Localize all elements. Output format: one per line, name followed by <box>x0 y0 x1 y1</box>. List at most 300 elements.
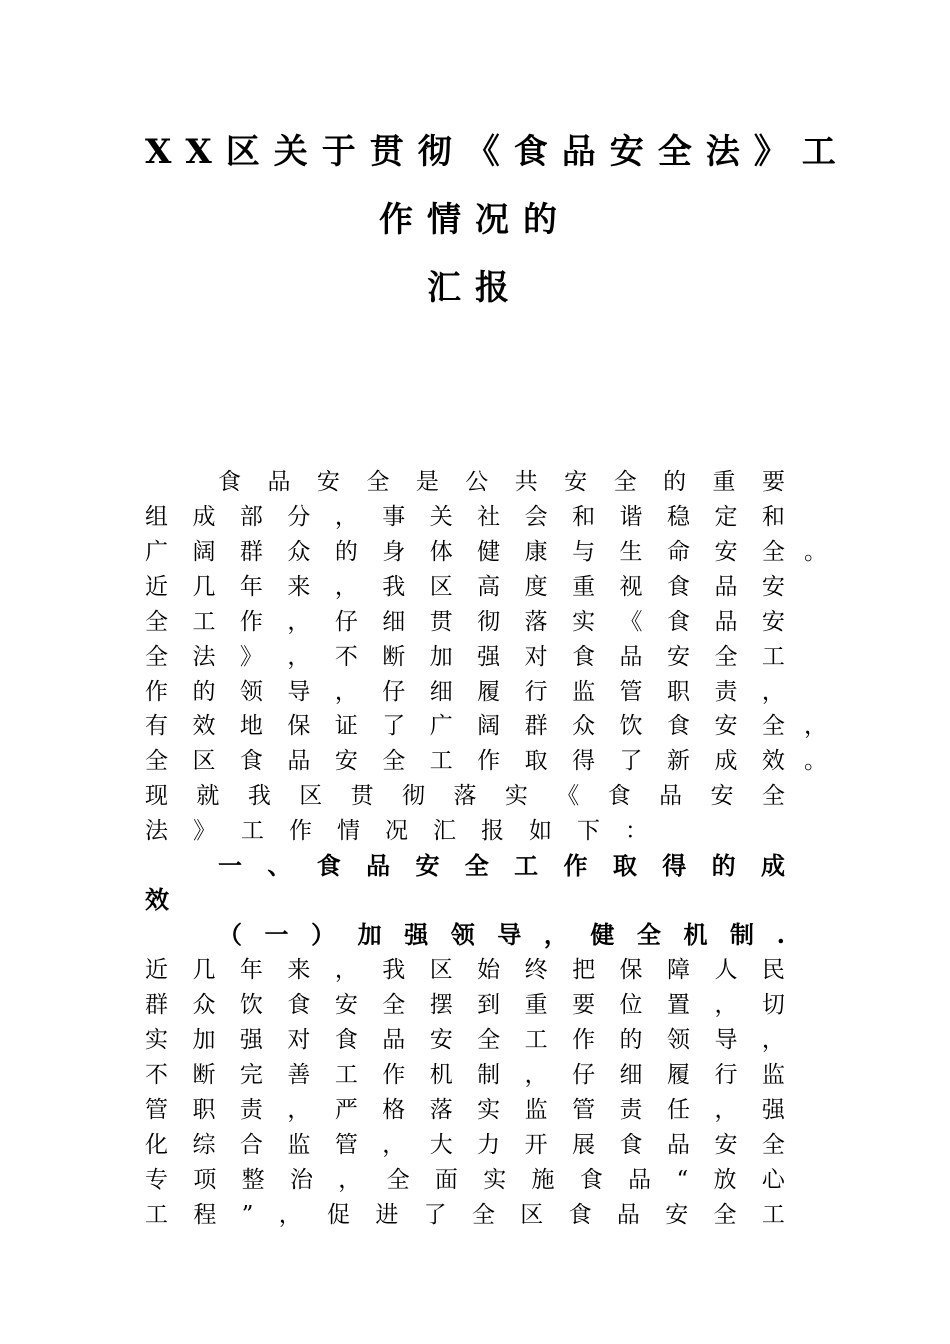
body-char: 的 <box>334 539 358 565</box>
body-char: 食 <box>579 1167 603 1193</box>
body-char: 广 <box>429 713 453 739</box>
body-char: 行 <box>714 1062 738 1088</box>
body-char: 工 <box>524 1027 548 1053</box>
body-char: 力 <box>477 1132 501 1158</box>
body-char: 强 <box>239 1027 263 1053</box>
body-char: 一 <box>218 851 242 880</box>
body-char: 品 <box>666 1132 690 1158</box>
body-char: 管 <box>334 1132 358 1158</box>
body-char: 全 <box>613 469 637 495</box>
body-char: ， <box>334 574 358 600</box>
body-char: 全 <box>761 1132 785 1158</box>
body-char: 工 <box>514 851 539 880</box>
body-char: 品 <box>267 469 291 495</box>
body-char: 责 <box>714 679 738 705</box>
body-char: 不 <box>334 644 358 670</box>
body-char: . <box>776 920 785 949</box>
body-char: 安 <box>710 783 734 809</box>
body-char: 品 <box>714 609 738 635</box>
body-char: 健 <box>590 920 615 949</box>
body-char: 治 <box>289 1167 313 1193</box>
body-char: 置 <box>666 992 690 1018</box>
body-char: 《 <box>619 609 643 635</box>
body-char: 重 <box>572 574 596 600</box>
body-char: 广 <box>145 539 168 565</box>
body-char: 和 <box>761 504 785 530</box>
body-char: 断 <box>192 1062 216 1088</box>
body-char: 年 <box>239 574 263 600</box>
body-char: 我 <box>382 574 406 600</box>
body-char: 实 <box>504 783 528 809</box>
body-char: 新 <box>666 748 690 774</box>
body-char: 责 <box>619 1097 643 1123</box>
body-char: 生 <box>619 539 643 565</box>
body-char: 的 <box>663 469 687 495</box>
body-char: 安 <box>761 574 785 600</box>
body-line <box>218 920 785 950</box>
body-char: 心 <box>761 1167 785 1193</box>
body-char: 几 <box>192 957 216 983</box>
body-char: 彻 <box>402 783 426 809</box>
body-char: 全 <box>145 644 168 670</box>
body-line <box>145 781 785 811</box>
body-line <box>145 607 785 637</box>
body-line <box>145 746 785 776</box>
body-char: 食 <box>239 748 263 774</box>
body-char: 事 <box>382 504 406 530</box>
body-char: 工 <box>241 818 264 844</box>
body-char: 化 <box>145 1132 168 1158</box>
body-char: 领 <box>450 920 475 949</box>
body-char: 实 <box>572 609 596 635</box>
body-char: 阔 <box>477 713 501 739</box>
title-line-2: 作情况的 <box>379 200 571 240</box>
body-char: 品 <box>382 1027 406 1053</box>
body-char: ， <box>382 1132 406 1158</box>
body-line <box>218 467 785 497</box>
body-char: 地 <box>239 713 263 739</box>
body-char: 切 <box>761 992 785 1018</box>
body-char: 全 <box>382 992 406 1018</box>
body-char: 食 <box>607 783 631 809</box>
body-char: 品 <box>366 851 391 880</box>
body-char: 完 <box>239 1062 263 1088</box>
body-char: 到 <box>477 992 501 1018</box>
body-char: 对 <box>524 644 548 670</box>
body-line <box>145 711 785 741</box>
body-char: 了 <box>423 1202 447 1228</box>
body-char: 汇 <box>433 818 456 844</box>
body-char: 饮 <box>239 992 263 1018</box>
body-char: 组 <box>145 504 168 530</box>
body-line <box>145 1095 785 1125</box>
body-char: 成 <box>192 504 216 530</box>
body-char: 我 <box>382 957 406 983</box>
body-char: 断 <box>382 644 406 670</box>
body-char: 公 <box>465 469 489 495</box>
body-char: 工 <box>761 1202 785 1228</box>
body-char: 度 <box>524 574 548 600</box>
body-char: 群 <box>239 539 263 565</box>
body-char: 实 <box>477 1097 501 1123</box>
body-char: 机 <box>683 920 708 949</box>
body-char: 了 <box>382 713 406 739</box>
body-char: 安 <box>714 1132 738 1158</box>
body-char: 就 <box>196 783 220 809</box>
body-char: 善 <box>287 1062 311 1088</box>
body-char: 仔 <box>382 679 406 705</box>
body-char: 成 <box>760 851 785 880</box>
body-char: 始 <box>477 957 501 983</box>
body-char: 严 <box>334 1097 358 1123</box>
body-char: 全 <box>761 783 785 809</box>
body-char: 全 <box>145 748 168 774</box>
body-char: 会 <box>524 504 548 530</box>
body-char: 全 <box>713 1202 737 1228</box>
body-char: 取 <box>612 851 637 880</box>
body-char: 群 <box>524 713 548 739</box>
body-char: 行 <box>524 679 548 705</box>
body-char: 开 <box>524 1132 548 1158</box>
body-char: 稳 <box>666 504 690 530</box>
body-char: 、 <box>267 851 292 880</box>
body-char: 工 <box>334 1062 358 1088</box>
body-char: 有 <box>145 713 168 739</box>
body-char: 》 <box>239 644 263 670</box>
body-char: 共 <box>514 469 538 495</box>
body-char: 品 <box>287 748 311 774</box>
body-char: 项 <box>193 1167 217 1193</box>
body-char: 安 <box>334 992 358 1018</box>
body-char: 年 <box>239 957 263 983</box>
body-char: 作 <box>572 1027 596 1053</box>
body-char: 全 <box>636 920 661 949</box>
body-char: 细 <box>429 679 453 705</box>
body-char: 工 <box>145 1202 168 1228</box>
body-char: 全 <box>464 851 489 880</box>
body-char: ， <box>761 679 785 705</box>
body-char: 效 <box>192 713 216 739</box>
body-char: “ <box>676 1167 689 1193</box>
body-char: 食 <box>334 1027 358 1053</box>
body-char: 导 <box>714 1027 738 1053</box>
body-char: 的 <box>192 679 216 705</box>
body-char: 众 <box>572 713 596 739</box>
body-char: 群 <box>145 992 168 1018</box>
body-char: 任 <box>666 1097 690 1123</box>
body-char: ， <box>287 1097 311 1123</box>
body-char: 不 <box>145 1062 168 1088</box>
body-char: 位 <box>619 992 643 1018</box>
body-char: ， <box>714 1097 738 1123</box>
body-line <box>145 1060 785 1090</box>
body-char: 食 <box>568 1202 592 1228</box>
body-char: 导 <box>287 679 311 705</box>
body-char: 安 <box>564 469 588 495</box>
body-char: 监 <box>761 1062 785 1088</box>
body-char: ， <box>761 1027 785 1053</box>
body-char: 监 <box>524 1097 548 1123</box>
body-char: 工 <box>761 644 785 670</box>
body-char: ， <box>543 920 568 949</box>
body-char: 康 <box>524 539 548 565</box>
body-char: 监 <box>572 679 596 705</box>
body-char: 近 <box>145 574 168 600</box>
body-char: 食 <box>666 574 690 600</box>
body-char: 监 <box>287 1132 311 1158</box>
body-char: 《 <box>556 783 580 809</box>
body-char: 导 <box>497 920 522 949</box>
body-char: 区 <box>520 1202 544 1228</box>
body-char: 加 <box>429 644 453 670</box>
title-line-1: XX区关于贯彻《食品安全法》工 <box>145 132 850 172</box>
body-char: 履 <box>666 1062 690 1088</box>
body-char: 障 <box>666 957 690 983</box>
body-char: 落 <box>429 1097 453 1123</box>
body-line <box>145 990 785 1020</box>
body-char: 关 <box>429 504 453 530</box>
body-char: 品 <box>616 1202 640 1228</box>
body-char: 作 <box>477 748 501 774</box>
body-line <box>145 955 785 985</box>
body-line <box>145 885 785 915</box>
body-char: 了 <box>619 748 643 774</box>
body-char: 来 <box>287 957 311 983</box>
body-line <box>145 1025 785 1055</box>
body-char: ， <box>338 1167 362 1193</box>
body-char: 面 <box>434 1167 458 1193</box>
body-line <box>145 572 785 602</box>
body-char: 管 <box>619 679 643 705</box>
body-char: 程 <box>193 1202 217 1228</box>
body-char: 安 <box>429 1027 453 1053</box>
body-char: 现 <box>145 783 168 809</box>
body-char: 品 <box>628 1167 652 1193</box>
body-char: 安 <box>714 539 738 565</box>
body-char: 全 <box>477 1027 501 1053</box>
body-char: 成 <box>714 748 738 774</box>
body-char: 下 <box>577 818 600 844</box>
body-char: 部 <box>239 504 263 530</box>
body-char: 区 <box>429 574 453 600</box>
body-char: 全 <box>761 539 785 565</box>
body-char: 细 <box>382 609 406 635</box>
body-char: 体 <box>429 539 453 565</box>
body-char: 的 <box>711 851 736 880</box>
body-char: 细 <box>619 1062 643 1088</box>
body-char: ， <box>278 1202 302 1228</box>
body-char: 是 <box>415 469 439 495</box>
body-char: 进 <box>375 1202 399 1228</box>
body-char: 法 <box>192 644 216 670</box>
body-char: 情 <box>337 818 360 844</box>
body-char: 我 <box>247 783 271 809</box>
body-char: 管 <box>145 1097 168 1123</box>
body-char: 落 <box>524 609 548 635</box>
body-char: 作 <box>563 851 588 880</box>
body-char: 分 <box>287 504 311 530</box>
body-char: 全 <box>382 748 406 774</box>
body-char: 重 <box>524 992 548 1018</box>
body-char: 落 <box>453 783 477 809</box>
body-char: 况 <box>385 818 408 844</box>
body-char: 民 <box>761 957 785 983</box>
body-char: 职 <box>192 1097 216 1123</box>
body-char: 全 <box>761 713 785 739</box>
body-char: 全 <box>714 644 738 670</box>
body-char: 施 <box>531 1167 555 1193</box>
body-char: 品 <box>714 574 738 600</box>
body-char: 职 <box>666 679 690 705</box>
body-char: 证 <box>334 713 358 739</box>
body-char: 安 <box>415 851 440 880</box>
body-char: 报 <box>481 818 504 844</box>
body-line <box>145 816 785 846</box>
body-char: ” <box>241 1202 254 1228</box>
body-char: 安 <box>761 609 785 635</box>
body-char: 对 <box>287 1027 311 1053</box>
body-char: 贯 <box>429 609 453 635</box>
body-char: 食 <box>218 469 241 495</box>
body-char: ， <box>287 609 311 635</box>
body-char: 实 <box>145 1027 168 1053</box>
body-char: 全 <box>366 469 390 495</box>
body-char: 众 <box>192 992 216 1018</box>
body-line <box>145 1200 785 1230</box>
body-char: 要 <box>572 992 596 1018</box>
body-char: 领 <box>666 1027 690 1053</box>
body-char: ， <box>714 992 738 1018</box>
body-char: 实 <box>483 1167 507 1193</box>
body-char: 大 <box>429 1132 453 1158</box>
body-char: 加 <box>357 920 382 949</box>
body-char: 仔 <box>334 609 358 635</box>
title-line-3: 汇报 <box>427 268 523 308</box>
body-char: 与 <box>572 539 596 565</box>
body-char: 高 <box>477 574 501 600</box>
body-char: 终 <box>524 957 548 983</box>
body-char: 工 <box>429 748 453 774</box>
body-char: 效 <box>761 748 785 774</box>
body-char: 食 <box>666 609 690 635</box>
body-char: 区 <box>429 957 453 983</box>
body-char: 安 <box>714 713 738 739</box>
body-char: 作 <box>289 818 312 844</box>
body-char: 制 <box>730 920 755 949</box>
body-char: 要 <box>761 469 785 495</box>
body-char: 责 <box>239 1097 263 1123</box>
body-char: 饮 <box>619 713 643 739</box>
body-line <box>145 537 785 567</box>
body-char: 身 <box>382 539 406 565</box>
body-line <box>145 677 785 707</box>
body-char: 效 <box>145 885 169 914</box>
body-char: （ <box>218 920 242 949</box>
body-char: 阔 <box>192 539 216 565</box>
body-char: 命 <box>666 539 690 565</box>
body-char: ） <box>311 920 336 949</box>
body-char: 视 <box>619 574 643 600</box>
body-char: 安 <box>334 748 358 774</box>
body-line <box>145 1165 785 1195</box>
body-char: 保 <box>619 957 643 983</box>
body-line <box>145 1130 785 1160</box>
body-char: 重 <box>712 469 736 495</box>
body-char: 仔 <box>572 1062 596 1088</box>
body-char: 作 <box>239 609 263 635</box>
body-char: 放 <box>713 1167 737 1193</box>
body-char: ， <box>287 644 311 670</box>
body-char: 来 <box>287 574 311 600</box>
body-char: 强 <box>404 920 429 949</box>
body-char: 全 <box>386 1167 410 1193</box>
body-char: 工 <box>192 609 216 635</box>
body-char: 近 <box>145 957 168 983</box>
body-char: 谐 <box>619 504 643 530</box>
body-char: 》 <box>193 818 216 844</box>
overhang-mark-2: ， <box>804 713 827 739</box>
body-char: 众 <box>287 539 311 565</box>
body-char: ， <box>334 957 358 983</box>
body-char: 把 <box>572 957 596 983</box>
body-char: 取 <box>524 748 548 774</box>
body-char: 强 <box>477 644 501 670</box>
body-char: 贯 <box>350 783 374 809</box>
body-char: 品 <box>619 644 643 670</box>
body-char: 区 <box>192 748 216 774</box>
body-char: 区 <box>299 783 323 809</box>
body-char: 全 <box>471 1202 495 1228</box>
body-char: 综 <box>192 1132 216 1158</box>
body-char: ， <box>334 504 358 530</box>
body-char: ： <box>625 818 648 844</box>
body-char: 如 <box>529 818 552 844</box>
body-char: 和 <box>572 504 596 530</box>
body-char: 制 <box>477 1062 501 1088</box>
body-char: 保 <box>287 713 311 739</box>
body-char: 定 <box>714 504 738 530</box>
body-char: 食 <box>287 992 311 1018</box>
body-char: 健 <box>477 539 501 565</box>
body-char: 机 <box>429 1062 453 1088</box>
body-char: 全 <box>145 609 168 635</box>
body-char: 安 <box>666 644 690 670</box>
body-char: 彻 <box>477 609 501 635</box>
body-char: 摆 <box>429 992 453 1018</box>
body-char: 作 <box>145 679 168 705</box>
body-char: 品 <box>659 783 683 809</box>
body-char: 安 <box>665 1202 689 1228</box>
body-char: ， <box>524 1062 548 1088</box>
body-char: 专 <box>145 1167 168 1193</box>
body-char: 履 <box>477 679 501 705</box>
body-char: 整 <box>241 1167 265 1193</box>
body-char: 的 <box>619 1027 643 1053</box>
body-char: 作 <box>382 1062 406 1088</box>
body-char: 安 <box>316 469 340 495</box>
body-char: 合 <box>239 1132 263 1158</box>
overhang-mark-1: 。 <box>804 539 827 565</box>
body-char: 展 <box>572 1132 596 1158</box>
body-char: 得 <box>662 851 687 880</box>
body-char: 食 <box>572 644 596 670</box>
body-char: 管 <box>572 1097 596 1123</box>
body-line <box>218 851 785 881</box>
body-char: ， <box>334 679 358 705</box>
body-char: 法 <box>145 818 168 844</box>
body-char: 一 <box>264 920 289 949</box>
body-char: 得 <box>572 748 596 774</box>
